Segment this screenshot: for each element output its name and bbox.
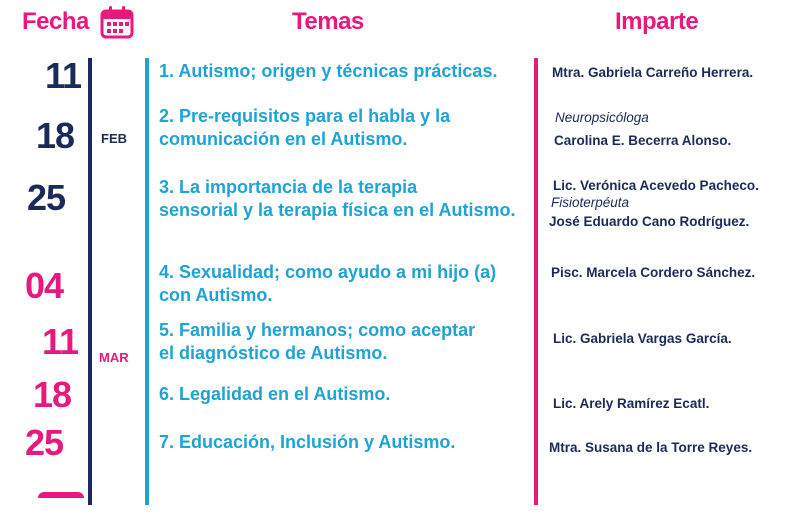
speaker-4: Pisc. Marcela Cordero Sánchez.: [551, 265, 756, 280]
day-mar-04: 04: [25, 265, 64, 306]
topic-5: 5. Familia y hermanos; como aceptar el diagnóstico de Autismo.: [159, 320, 476, 363]
day-mar-11: 11: [42, 321, 79, 362]
day-feb-25: 25: [27, 177, 66, 218]
calendar-icon: [100, 5, 134, 39]
month-feb: FEB: [101, 131, 127, 146]
day-feb-11: 11: [45, 55, 82, 96]
speaker-2-role: Neuropsicóloga: [555, 110, 649, 125]
topic-7: 7. Educación, Inclusión y Autismo.: [159, 432, 456, 452]
topic-3: 3. La importancia de la terapia sensorial y la terapia física en el Autismo.: [159, 177, 516, 220]
day-mar-18: 18: [33, 374, 72, 415]
topic-4: 4. Sexualidad; como ayudo a mi hijo (a) con Autismo.: [159, 262, 497, 305]
speakers-divider: [534, 58, 538, 505]
fecha-header: Fecha: [22, 8, 89, 35]
topic-6: 6. Legalidad en el Autismo.: [159, 384, 391, 404]
speaker-3b: José Eduardo Cano Rodríguez.: [549, 214, 750, 229]
speaker-5: Lic. Gabriela Vargas García.: [553, 331, 732, 346]
speaker-7: Mtra. Susana de la Torre Reyes.: [549, 440, 753, 455]
topic-2: 2. Pre-requisitos para el habla y la comunicación en el Autismo.: [159, 106, 451, 149]
day-mar-25: 25: [25, 422, 64, 463]
topic-1: 1. Autismo; origen y técnicas prácticas.: [159, 61, 498, 81]
speaker-6: Lic. Arely Ramírez Ecatl.: [553, 396, 710, 411]
day-feb-18: 18: [36, 115, 75, 156]
imparte-header: Imparte: [615, 8, 699, 35]
temas-header: Temas: [292, 8, 364, 35]
speaker-1: Mtra. Gabriela Carreño Herrera.: [552, 65, 754, 80]
day-partial-cutoff: [38, 492, 84, 514]
topics-divider: [145, 58, 149, 505]
speaker-2: Carolina E. Becerra Alonso.: [554, 133, 732, 148]
month-mar: MAR: [99, 350, 129, 365]
speaker-3-role: Fisioterpéuta: [551, 195, 630, 210]
speaker-3a: Lic. Verónica Acevedo Pacheco.: [553, 178, 759, 193]
timeline-divider: [88, 58, 92, 505]
